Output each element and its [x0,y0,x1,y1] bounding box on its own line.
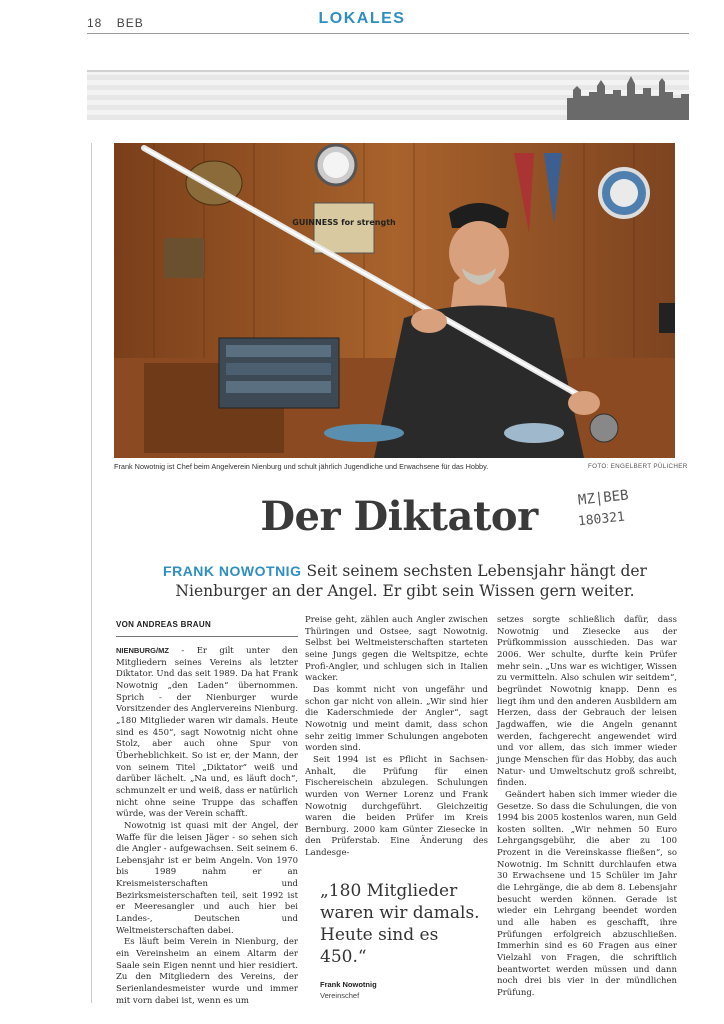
paragraph: Geändert haben sich immer wieder die Gesetze. So dass die Schulungen, die von 1994 bis 2005 kostenlos waren, nun Geld kosten sollten. „Wir nehmen 50 Euro Lehrgangsgebühr, die aber zu 100 Prozent in die Vereinskasse fließen“, so Nowotnig. Im Schnitt durchlaufen etwa 30 Erwachsene und 15 Schüler im Jahr die Lehrgänge, die ab dem 8. Lebensjahr besucht werden können. Gerade ist wieder ein Lehrgang beendet worden und alle haben es geschafft, ihre Prüfungen erfolgreich abzuschließen. Immerhin sind es 60 Fragen aus einer Vielzahl von Fragen, die schriftlich beantwortet werden müssen und dann noch drei bis vier in der mündlichen Prüfung. [497,789,677,998]
dateline: NIENBURG/MZ [116,646,169,655]
pull-quote-role: Vereinschef [320,991,360,1000]
paragraph: Das kommt nicht von ungefähr und schon gar nicht von allein. „Wir sind hier die Kaderschmiede der Angler“, sagt Nowotnig und meint damit, dass schon sehr zeitig immer Schulungen angeboten worden sind. [305,684,488,754]
paragraph: Es läuft beim Verein in Nienburg, der ein Vereinsheim an einem Altarm der Saale sein Eigen nennt und hier residiert. Zu den Mitgliedern des Vereins, der Serienlandesmeister wurde und immer mit vorn dabei ist, wenn es um [116,937,298,1006]
paragraph: setzes sorgte schließlich dafür, dass Nowotnig und Ziesecke aus der Prüfkommission ausschieden. Das war 2006. Wer schulte, durfte kein Prüfer mehr sein. „Uns war es wichtiger, Wissen zu vermitteln. Also schulen wir seitdem“, begründet Nowotnig knapp. Denn es liegt ihm und den anderen Ausbildern am Herzen, dass der Gebrauch der leisen Jagdwaffen, wie die Angeln genannt werden, fachgerecht angewendet wird und vor allem, das sich immer wieder junge Menschen für das Hobby, das auch Natur- und Umweltschutz groß schreibt, finden. [497,615,677,789]
paragraph [116,645,298,821]
deck-kicker: FRANK NOWOTNIG [163,563,302,579]
city-skyline-image [567,72,689,120]
byline: VON ANDREAS BRAUN [116,620,212,629]
deck-text: Seit seinem sechsten Lebensjahr hängt der Nienburger an der Angel. Er gibt sein Wissen gern weiter. [175,562,647,600]
section-banner [87,70,689,120]
pull-quote: „180 Mitglieder waren wir damals. Heute sind es 450.“ [320,881,480,967]
page-number: 18 [87,16,103,30]
pull-quote-author: Frank Nowotnig [320,980,377,989]
article-column-1 [116,645,298,1007]
column-rule [91,143,92,1003]
edition-label: BEB [116,16,144,30]
byline-rule [116,636,298,637]
paragraph: Seit 1994 ist es Pflicht in Sachsen-Anhalt, die Prüfung für einen Fischereischein abzulegen. Schulungen wurden von Werner Lorenz und Frank Nowotnig durchgeführt. Gleichzeitig waren die beiden Prüfer im Kreis Bernburg. 2000 kam Günter Ziesecke in den Prüferstab. Eine Änderung des Landesge- [305,754,488,859]
guinness-sign: GUINNESS for strength [292,218,396,227]
paragraph-text: - Er gilt unter den Mitgliedern seines Vereins als letzter Diktator. Und das seit 1989. Da hat Frank Nowotnig „den Laden“ übernommen. Sprich - der Nienburger wurde Vorsitzender des Anglervereins Nienburg. „180 Mitglieder waren wir damals. Heute sind es 450“, sagt Nowotnig nicht ohne Stolz, aber auch ohne Spur von Überheblichkeit. So ist er, der Mann, der von seinem Titel „Diktator“ weiß und darüber lächelt. „Na und, es läuft doch“, schmunzelt er und weiß, dass er natürlich nicht ohne seine Truppe das schaffen würde, was der Verein schafft. [116,646,298,820]
photo-caption: Frank Nowotnig ist Chef beim Angelverein Nienburg und schult jährlich Jugendliche und Erwachsene für das Hobby. [114,462,489,471]
headline: Der Diktator [260,493,538,540]
paragraph: Nowotnig ist quasi mit der Angel, der Waffe für die leisen Jäger - so sehen sich die Angler - aufgewachsen. Seit seinem 6. Lebensjahr ist er beim Angeln. Von 1970 bis 1989 nahm er an Kreismeisterschaften und Bezirksmeisterschaften teil, seit 1992 ist er Meeresangler und auch hier bei Landes-, Deutschen und Weltmeisterschaften dabei. [116,820,298,936]
section-title: LOKALES [318,10,406,27]
photo-credit: FOTO: ENGELBERT PÜLICHER [588,463,688,470]
handwritten-annotation-date: 180321 [577,509,626,530]
portrait-photo [114,143,675,458]
deck [125,561,685,601]
handwritten-annotation-source: MZ|BEB [577,487,630,509]
paragraph: Preise geht, zählen auch Angler zwischen Thüringen und Ostsee, sagt Nowotnig. Selbst bei Weltmeisterschaften starteten seine Jungs gegen die Weltspitze, echte Profi-Angler, und schlugen sich in Italien wacker. [305,615,488,684]
header-rule [87,33,689,34]
article-column-2 [305,615,488,860]
article-column-3 [497,615,677,1000]
